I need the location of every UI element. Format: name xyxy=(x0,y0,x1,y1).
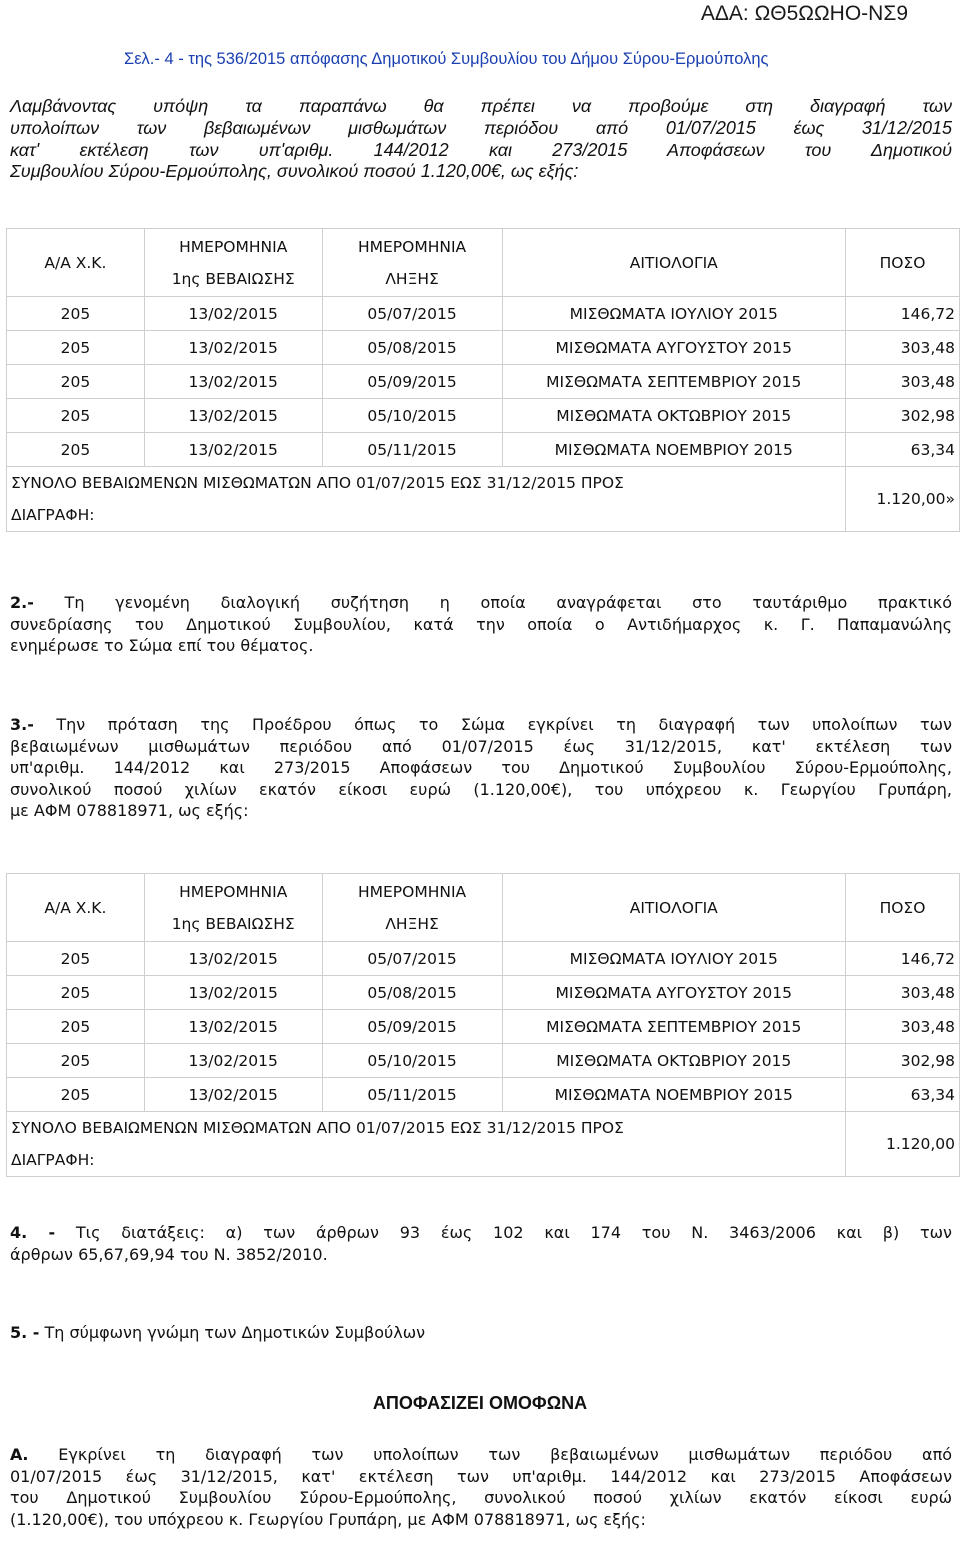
section-3 xyxy=(10,714,952,822)
cell-amount: 303,48 xyxy=(846,1010,960,1044)
cell-reason: ΜΙΣΘΩΜΑΤΑ ΣΕΠΤΕΜΒΡΙΟΥ 2015 xyxy=(502,365,846,399)
section-5 xyxy=(10,1322,952,1344)
table-row xyxy=(7,976,960,1010)
total-label: ΣΥΝΟΛΟ ΒΕΒΑΙΩΜΕΝΩΝ ΜΙΣΘΩΜΑΤΩΝ ΑΠΟ 01/07/2015 ΕΩΣ 31/12/2015 ΠΡΟΣ ΔΙΑΓΡΑΦΗ: xyxy=(7,467,846,532)
cell-aa: 205 xyxy=(7,1044,145,1078)
cell-date-expiry: 05/08/2015 xyxy=(322,331,502,365)
section-text: Την πρόταση της Προέδρου όπως το Σώμα εγκρίνει τη διαγραφή των υπολοίπων των xyxy=(56,715,952,734)
header-date-expiry: ΗΜΕΡΟΜΗΝΙΑ ΛΗΞΗΣ xyxy=(322,874,502,942)
cell-amount: 146,72 xyxy=(846,942,960,976)
total-amount: 1.120,00 xyxy=(846,1112,960,1177)
section-text: 01/07/2015 έως 31/12/2015, κατ' εκτέλεση των υπ'αριθμ. 144/2012 και 273/2015 Αποφάσεων xyxy=(10,1466,952,1486)
section-text: βεβαιωμένων μισθωμάτων περιόδου από 01/07/2015 έως 31/12/2015, κατ' εκτέλεση των xyxy=(10,736,952,756)
amounts-table-2 xyxy=(6,873,960,1177)
header-date-expiry: ΗΜΕΡΟΜΗΝΙΑ ΛΗΞΗΣ xyxy=(322,229,502,297)
header-aa: Α/Α Χ.Κ. xyxy=(7,874,145,942)
cell-date-first: 13/02/2015 xyxy=(144,942,322,976)
intro-line: κατ' εκτέλεση των υπ'αριθμ. 144/2012 και 273/2015 Αποφάσεων του Δημοτικού xyxy=(10,139,952,160)
decision-title: ΑΠΟΦΑΣΙΖΕΙ ΟΜΟΦΩΝΑ xyxy=(372,1393,588,1413)
table-row xyxy=(7,331,960,365)
cell-amount: 146,72 xyxy=(846,297,960,331)
cell-date-expiry: 05/07/2015 xyxy=(322,297,502,331)
cell-aa: 205 xyxy=(7,297,145,331)
cell-aa: 205 xyxy=(7,1078,145,1112)
table-row xyxy=(7,399,960,433)
section-text: Εγκρίνει τη διαγραφή των υπολοίπων των βεβαιωμένων μισθωμάτων περιόδου από xyxy=(58,1445,953,1464)
section-text: άρθρων 65,67,69,94 του Ν. 3852/2010. xyxy=(10,1244,328,1264)
header-date-first: ΗΜΕΡΟΜΗΝΙΑ 1ης ΒΕΒΑΙΩΣΗΣ xyxy=(144,874,322,942)
cell-date-expiry: 05/09/2015 xyxy=(322,365,502,399)
table-header-row xyxy=(7,229,960,297)
cell-date-expiry: 05/11/2015 xyxy=(322,433,502,467)
intro-paragraph xyxy=(10,96,952,183)
cell-aa: 205 xyxy=(7,976,145,1010)
cell-amount: 303,48 xyxy=(846,976,960,1010)
table-row xyxy=(7,1078,960,1112)
intro-line: Λαμβάνοντας υπόψη τα παραπάνω θα πρέπει να προβούμε στη διαγραφή των xyxy=(10,96,952,116)
section-number: 4. - xyxy=(10,1223,56,1242)
table-header-row xyxy=(7,874,960,942)
section-text: Τις διατάξεις: α) των άρθρων 93 έως 102 και 174 του Ν. 3463/2006 και β) των xyxy=(75,1223,952,1242)
cell-date-expiry: 05/07/2015 xyxy=(322,942,502,976)
cell-date-expiry: 05/11/2015 xyxy=(322,1078,502,1112)
cell-aa: 205 xyxy=(7,331,145,365)
cell-date-first: 13/02/2015 xyxy=(144,331,322,365)
cell-amount: 303,48 xyxy=(846,331,960,365)
section-text: υπ'αριθμ. 144/2012 και 273/2015 Αποφάσεων του Δημοτικού Συμβουλίου Σύρου-Ερμούπολης, xyxy=(10,758,952,777)
cell-aa: 205 xyxy=(7,1010,145,1044)
cell-amount: 63,34 xyxy=(846,433,960,467)
cell-reason: ΜΙΣΘΩΜΑΤΑ ΣΕΠΤΕΜΒΡΙΟΥ 2015 xyxy=(502,1010,846,1044)
cell-date-expiry: 05/08/2015 xyxy=(322,976,502,1010)
section-text: με ΑΦΜ 078818971, ως εξής: xyxy=(10,801,249,820)
section-number: Α. xyxy=(10,1445,29,1464)
total-amount: 1.120,00» xyxy=(846,467,960,532)
section-text: Τη σύμφωνη γνώμη των Δημοτικών Συμβούλων xyxy=(44,1323,426,1342)
cell-date-first: 13/02/2015 xyxy=(144,399,322,433)
table-row xyxy=(7,942,960,976)
cell-amount: 303,48 xyxy=(846,365,960,399)
table-row xyxy=(7,297,960,331)
ada-code: ΑΔΑ: ΩΘ5ΩΩΗΟ-ΝΣ9 xyxy=(700,2,908,25)
table-row xyxy=(7,1010,960,1044)
section-text: Τη γενομένη διαλογική συζήτηση η οποία αναγράφεται στο ταυτάριθμο πρακτικό xyxy=(64,593,952,612)
cell-date-first: 13/02/2015 xyxy=(144,1044,322,1078)
cell-date-first: 13/02/2015 xyxy=(144,976,322,1010)
cell-aa: 205 xyxy=(7,942,145,976)
table-row xyxy=(7,433,960,467)
header-reason: ΑΙΤΙΟΛΟΓΙΑ xyxy=(502,229,846,297)
section-text: (1.120,00€), του υπόχρεου κ. Γεωργίου Γρυπάρη, με ΑΦΜ 078818971, ως εξής: xyxy=(10,1509,646,1529)
cell-reason: ΜΙΣΘΩΜΑΤΑ ΑΥΓΟΥΣΤΟΥ 2015 xyxy=(502,331,846,365)
cell-amount: 302,98 xyxy=(846,1044,960,1078)
section-number: 3.- xyxy=(10,715,34,734)
header-aa: Α/Α Χ.Κ. xyxy=(7,229,145,297)
cell-date-first: 13/02/2015 xyxy=(144,433,322,467)
page-reference: Σελ.- 4 - της 536/2015 απόφασης Δημοτικού Συμβουλίου του Δήμου Σύρου-Ερμούπολης xyxy=(124,50,769,68)
cell-aa: 205 xyxy=(7,433,145,467)
section-2 xyxy=(10,592,952,657)
cell-reason: ΜΙΣΘΩΜΑΤΑ ΝΟΕΜΒΡΙΟΥ 2015 xyxy=(502,433,846,467)
cell-aa: 205 xyxy=(7,399,145,433)
cell-reason: ΜΙΣΘΩΜΑΤΑ ΟΚΤΩΒΡΙΟΥ 2015 xyxy=(502,399,846,433)
table-total-row xyxy=(7,467,960,532)
table-total-row xyxy=(7,1112,960,1177)
section-text: συνολικού ποσού χιλίων εκατόν είκοσι ευρώ (1.120,00€), του υπόχρεου κ. Γεωργίου Γρυπάρη, xyxy=(10,779,952,799)
cell-amount: 63,34 xyxy=(846,1078,960,1112)
cell-date-expiry: 05/09/2015 xyxy=(322,1010,502,1044)
intro-line: Συμβουλίου Σύρου-Ερμούπολης, συνολικού ποσού 1.120,00€, ως εξής: xyxy=(10,161,579,182)
cell-reason: ΜΙΣΘΩΜΑΤΑ ΙΟΥΛΙΟΥ 2015 xyxy=(502,297,846,331)
amounts-table-1 xyxy=(6,228,960,532)
cell-date-expiry: 05/10/2015 xyxy=(322,399,502,433)
cell-reason: ΜΙΣΘΩΜΑΤΑ ΙΟΥΛΙΟΥ 2015 xyxy=(502,942,846,976)
section-text: συνεδρίασης του Δημοτικού Συμβουλίου, κατά την οποία ο Αντιδήμαρχος κ. Γ. Παπαμανώλης xyxy=(10,614,952,634)
section-number: 5. - xyxy=(10,1323,40,1342)
table-row xyxy=(7,365,960,399)
total-label: ΣΥΝΟΛΟ ΒΕΒΑΙΩΜΕΝΩΝ ΜΙΣΘΩΜΑΤΩΝ ΑΠΟ 01/07/2015 ΕΩΣ 31/12/2015 ΠΡΟΣ ΔΙΑΓΡΑΦΗ: xyxy=(7,1112,846,1177)
header-amount: ΠΟΣΟ xyxy=(846,229,960,297)
cell-date-first: 13/02/2015 xyxy=(144,1078,322,1112)
cell-reason: ΜΙΣΘΩΜΑΤΑ ΑΥΓΟΥΣΤΟΥ 2015 xyxy=(502,976,846,1010)
header-reason: ΑΙΤΙΟΛΟΓΙΑ xyxy=(502,874,846,942)
cell-date-first: 13/02/2015 xyxy=(144,1010,322,1044)
cell-amount: 302,98 xyxy=(846,399,960,433)
cell-reason: ΜΙΣΘΩΜΑΤΑ ΟΚΤΩΒΡΙΟΥ 2015 xyxy=(502,1044,846,1078)
section-text: του Δημοτικού Συμβουλίου Σύρου-Ερμούπολης, συνολικού ποσού χιλίων εκατόν είκοσι ευρώ xyxy=(10,1488,952,1507)
header-amount: ΠΟΣΟ xyxy=(846,874,960,942)
cell-date-first: 13/02/2015 xyxy=(144,365,322,399)
section-4 xyxy=(10,1222,952,1265)
header-date-first: ΗΜΕΡΟΜΗΝΙΑ 1ης ΒΕΒΑΙΩΣΗΣ xyxy=(144,229,322,297)
section-text: ενημέρωσε το Σώμα επί του θέματος. xyxy=(10,636,314,655)
table-row xyxy=(7,1044,960,1078)
cell-reason: ΜΙΣΘΩΜΑΤΑ ΝΟΕΜΒΡΙΟΥ 2015 xyxy=(502,1078,846,1112)
section-number: 2.- xyxy=(10,593,34,612)
cell-date-first: 13/02/2015 xyxy=(144,297,322,331)
section-a xyxy=(10,1444,952,1530)
intro-line: υπολοίπων των βεβαιωμένων μισθωμάτων περιόδου από 01/07/2015 έως 31/12/2015 xyxy=(10,117,952,138)
cell-date-expiry: 05/10/2015 xyxy=(322,1044,502,1078)
cell-aa: 205 xyxy=(7,365,145,399)
